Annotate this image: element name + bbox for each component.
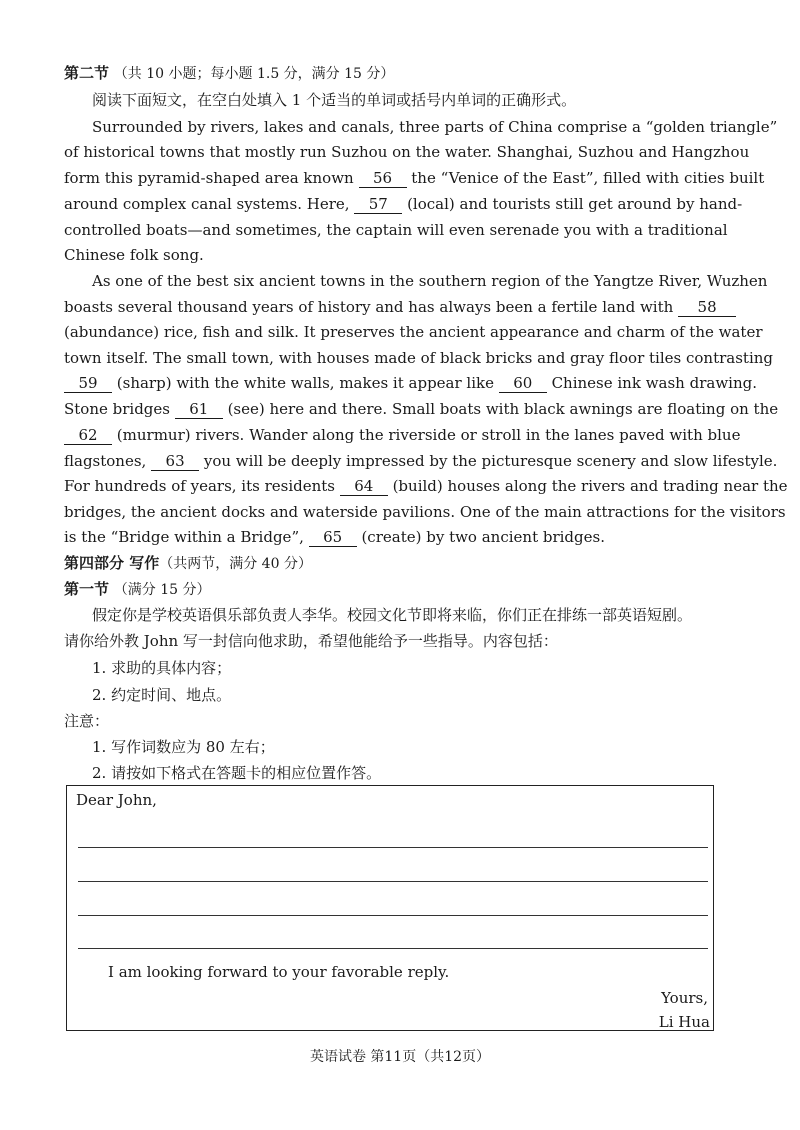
p1-line-3 (64, 167, 765, 189)
note-label: 注意： (64, 712, 110, 730)
letter-greeting: Dear John, (76, 791, 157, 809)
text-segment: (local) and tourists still get around by hand- (407, 195, 743, 213)
p2-line-10: bridges, the ancient docks and waterside pavilions. One of the main attractions for the visitors (64, 503, 786, 521)
text-segment: Stone bridges (64, 400, 170, 418)
text-segment: (see) here and there. Small boats with black awnings are floating on the (227, 400, 779, 418)
p2-line-9 (64, 475, 788, 497)
part4-section1-heading (64, 578, 211, 599)
p2-line-5 (64, 372, 757, 394)
p1-line-2: of historical towns that mostly run Suzhou on the water. Shanghai, Suzhou and Hangzhou (64, 143, 750, 161)
p1-line-4 (64, 193, 743, 215)
letter-signature: Li Hua (658, 1013, 710, 1031)
p1-line-6: Chinese folk song. (64, 246, 204, 264)
p2-line-7 (64, 424, 741, 446)
note-item-2: 2. 请按如下格式在答题卡的相应位置作答。 (92, 764, 382, 782)
blank-65[interactable]: 65 (309, 528, 357, 547)
text-segment: form this pyramid-shaped area known (64, 169, 354, 187)
text-segment: Chinese ink wash drawing. (551, 374, 757, 392)
text-segment: around complex canal systems. Here, (64, 195, 350, 213)
blank-62[interactable]: 62 (64, 426, 112, 445)
writing-line[interactable] (78, 881, 708, 882)
section2-note: （共 10 小题；每小题 1.5 分，满分 15 分） (113, 66, 395, 82)
prompt-line-1: 假定你是学校英语俱乐部负责人李华。校园文化节即将来临，你们正在排练一部英语短剧。 (92, 606, 693, 624)
answer-box[interactable] (66, 785, 714, 1031)
text-segment: (create) by two ancient bridges. (361, 528, 605, 546)
writing-line[interactable] (78, 847, 708, 848)
text-segment: the “Venice of the East”, filled with cities built (411, 169, 765, 187)
p2-line-3: (abundance) rice, fish and silk. It preserves the ancient appearance and charm of the water (64, 323, 763, 341)
blank-61[interactable]: 61 (175, 400, 223, 419)
p2-line-4: town itself. The small town, with houses made of black bricks and gray floor tiles contrasting (64, 349, 774, 367)
text-segment: you will be deeply impressed by the picturesque scenery and slow lifestyle. (203, 452, 778, 470)
text-segment: (sharp) with the white walls, makes it appear like (116, 374, 494, 392)
blank-59[interactable]: 59 (64, 374, 112, 393)
part4-title: 第四部分 写作 (64, 554, 160, 572)
part4-note: （共两节，满分 40 分） (159, 556, 312, 572)
text-segment: boasts several thousand years of history and has always been a fertile land with (64, 298, 674, 316)
text-segment: flagstones, (64, 452, 147, 470)
part4-heading (64, 552, 312, 573)
text-segment: (murmur) rivers. Wander along the riverside or stroll in the lanes paved with blue (116, 426, 741, 444)
writing-line[interactable] (78, 915, 708, 916)
section2-heading (64, 62, 394, 83)
section2-title: 第二节 (64, 64, 110, 82)
content-item-1: 1. 求助的具体内容； (92, 659, 232, 677)
p2-line-8 (64, 450, 778, 472)
section2-instruction: 阅读下面短文，在空白处填入 1 个适当的单词或括号内单词的正确形式。 (92, 91, 577, 109)
note-item-1: 1. 写作词数应为 80 左右； (92, 738, 275, 756)
p2-line-2 (64, 296, 717, 318)
blank-64[interactable]: 64 (340, 477, 388, 496)
p1-line-1: Surrounded by rivers, lakes and canals, three parts of China comprise a “golden triangle” (92, 118, 778, 136)
page-footer: 英语试卷 第11页（共12页） (309, 1049, 491, 1065)
text-segment: is the “Bridge within a Bridge”, (64, 528, 304, 546)
prompt-line-2: 请你给外教 John 写一封信向他求助，希望他能给予一些指导。内容包括： (64, 632, 558, 650)
blank-63[interactable]: 63 (151, 452, 199, 471)
blank-57[interactable]: 57 (354, 195, 402, 214)
section1-note: （满分 15 分） (113, 582, 211, 598)
p2-line-11 (64, 526, 714, 548)
blank-56[interactable]: 56 (359, 169, 407, 188)
p2-line-6 (64, 398, 779, 420)
writing-line[interactable] (78, 948, 708, 949)
p1-line-5: controlled boats—and sometimes, the captain will even serenade you with a traditional (64, 221, 728, 239)
text-segment: For hundreds of years, its residents (64, 477, 336, 495)
content-item-2: 2. 约定时间、地点。 (92, 686, 232, 704)
blank-58[interactable]: 58 (678, 298, 736, 317)
section1-title: 第一节 (64, 580, 110, 598)
p2-line-1: As one of the best six ancient towns in the southern region of the Yangtze River, Wuzhen (92, 272, 768, 290)
text-segment: (build) houses along the rivers and trading near the (392, 477, 788, 495)
blank-60[interactable]: 60 (499, 374, 547, 393)
letter-closing-line: I am looking forward to your favorable reply. (108, 963, 450, 981)
letter-signoff: Yours, (661, 989, 708, 1007)
